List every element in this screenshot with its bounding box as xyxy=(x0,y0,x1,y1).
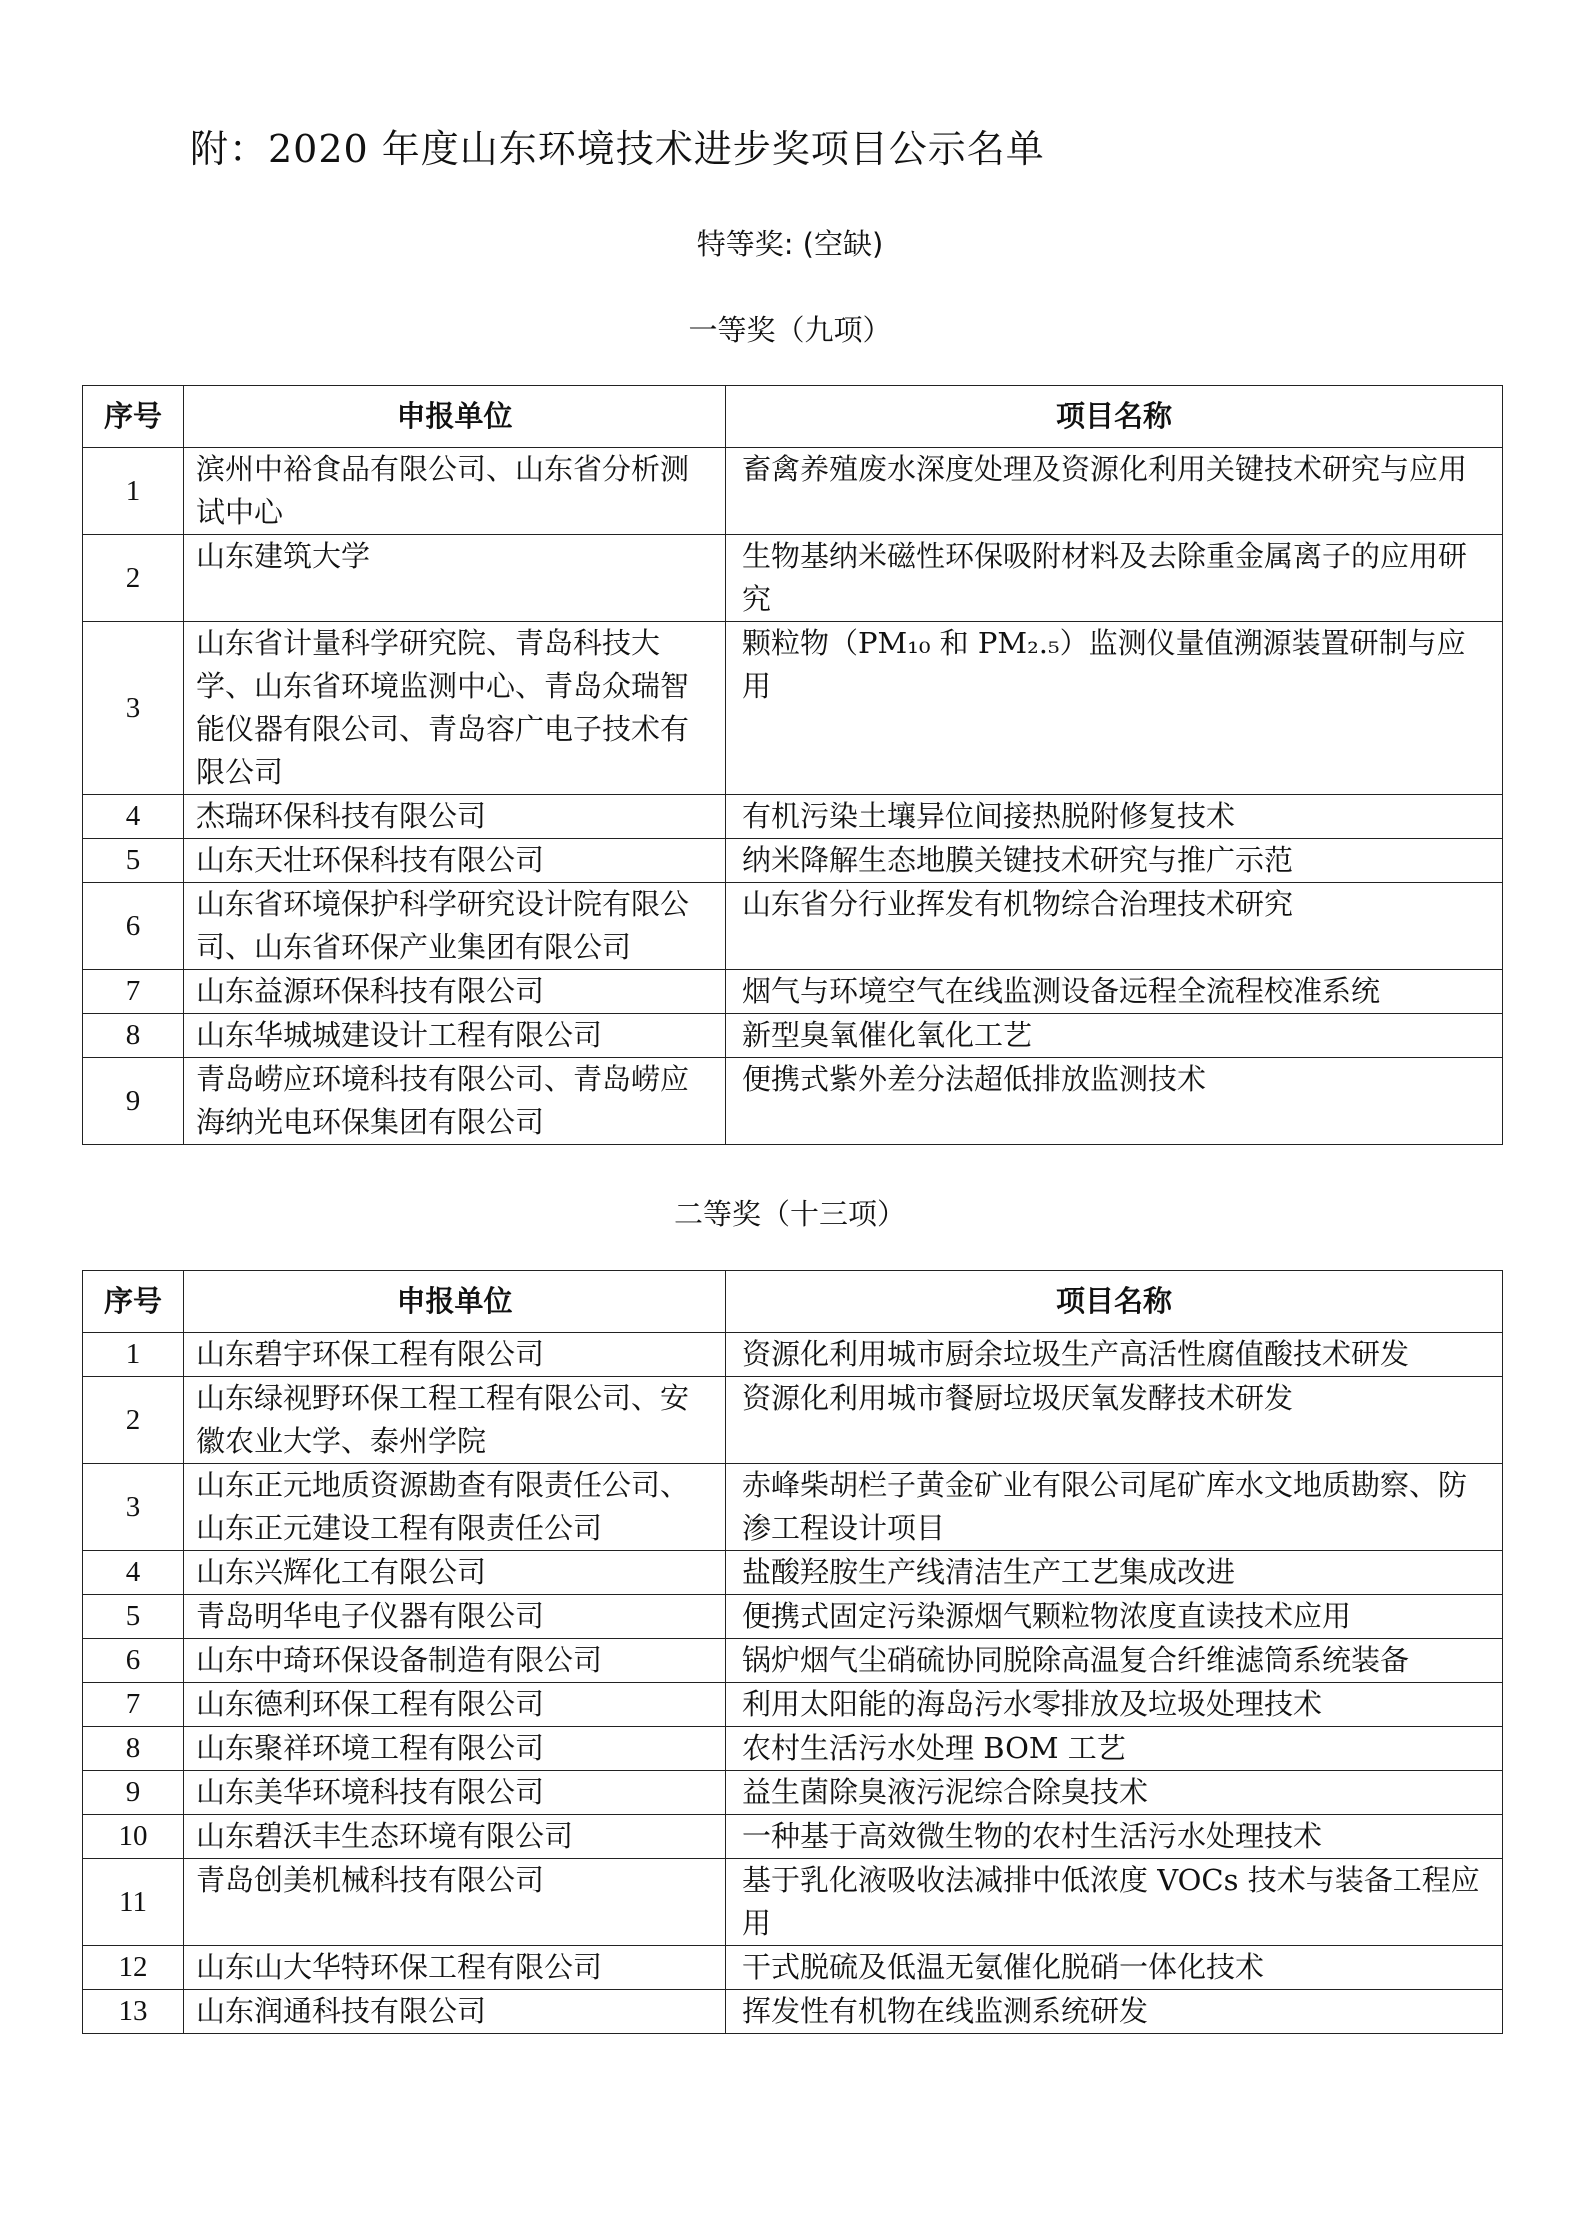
project-header: 项目名称 xyxy=(726,386,1503,448)
project-cell: 烟气与环境空气在线监测设备远程全流程校准系统 xyxy=(726,970,1503,1014)
table-row xyxy=(83,1727,1503,1771)
seq-cell: 4 xyxy=(83,795,184,839)
unit-cell: 杰瑞环保科技有限公司 xyxy=(184,795,726,839)
table-row xyxy=(83,1990,1503,2034)
first-award-table xyxy=(82,385,1503,1145)
table-row xyxy=(83,883,1503,970)
unit-cell: 山东德利环保工程有限公司 xyxy=(184,1683,726,1727)
table-row xyxy=(83,535,1503,622)
project-cell: 畜禽养殖废水深度处理及资源化利用关键技术研究与应用 xyxy=(726,448,1503,535)
seq-cell: 1 xyxy=(83,448,184,535)
seq-cell: 5 xyxy=(83,839,184,883)
project-cell: 便携式固定污染源烟气颗粒物浓度直读技术应用 xyxy=(726,1595,1503,1639)
project-cell: 新型臭氧催化氧化工艺 xyxy=(726,1014,1503,1058)
unit-cell: 青岛崂应环境科技有限公司、青岛崂应海纳光电环保集团有限公司 xyxy=(184,1058,726,1145)
unit-cell: 青岛明华电子仪器有限公司 xyxy=(184,1595,726,1639)
unit-cell: 滨州中裕食品有限公司、山东省分析测试中心 xyxy=(184,448,726,535)
project-cell: 盐酸羟胺生产线清洁生产工艺集成改进 xyxy=(726,1551,1503,1595)
project-cell: 便携式紫外差分法超低排放监测技术 xyxy=(726,1058,1503,1145)
project-cell: 基于乳化液吸收法减排中低浓度 VOCs 技术与装备工程应用 xyxy=(726,1859,1503,1946)
table-row xyxy=(83,448,1503,535)
table-row xyxy=(83,1464,1503,1551)
unit-cell: 山东益源环保科技有限公司 xyxy=(184,970,726,1014)
project-cell: 益生菌除臭液污泥综合除臭技术 xyxy=(726,1771,1503,1815)
table-header-row xyxy=(83,386,1503,448)
seq-cell: 6 xyxy=(83,883,184,970)
project-cell: 资源化利用城市餐厨垃圾厌氧发酵技术研发 xyxy=(726,1377,1503,1464)
unit-cell: 山东山大华特环保工程有限公司 xyxy=(184,1946,726,1990)
project-cell: 挥发性有机物在线监测系统研发 xyxy=(726,1990,1503,2034)
project-cell: 颗粒物（PM₁₀ 和 PM₂.₅）监测仪量值溯源装置研制与应用 xyxy=(726,622,1503,795)
table-header-row xyxy=(83,1271,1503,1333)
seq-cell: 2 xyxy=(83,1377,184,1464)
table-row xyxy=(83,1551,1503,1595)
unit-cell: 山东碧沃丰生态环境有限公司 xyxy=(184,1815,726,1859)
project-cell: 一种基于高效微生物的农村生活污水处理技术 xyxy=(726,1815,1503,1859)
project-cell: 农村生活污水处理 BOM 工艺 xyxy=(726,1727,1503,1771)
table-row xyxy=(83,1683,1503,1727)
seq-header: 序号 xyxy=(83,386,184,448)
unit-cell: 山东省环境保护科学研究设计院有限公司、山东省环保产业集团有限公司 xyxy=(184,883,726,970)
seq-cell: 7 xyxy=(83,1683,184,1727)
project-cell: 利用太阳能的海岛污水零排放及垃圾处理技术 xyxy=(726,1683,1503,1727)
table-row xyxy=(83,1815,1503,1859)
seq-cell: 12 xyxy=(83,1946,184,1990)
project-cell: 锅炉烟气尘硝硫协同脱除高温复合纤维滤筒系统装备 xyxy=(726,1639,1503,1683)
table-row xyxy=(83,795,1503,839)
second-award-heading: 二等奖（十三项） xyxy=(673,1197,906,1231)
seq-cell: 2 xyxy=(83,535,184,622)
unit-cell: 山东聚祥环境工程有限公司 xyxy=(184,1727,726,1771)
unit-cell: 山东正元地质资源勘查有限责任公司、山东正元建设工程有限责任公司 xyxy=(184,1464,726,1551)
table-row xyxy=(83,1377,1503,1464)
seq-cell: 1 xyxy=(83,1333,184,1377)
seq-cell: 6 xyxy=(83,1639,184,1683)
table-row xyxy=(83,1058,1503,1145)
special-award-heading: 特等奖: (空缺) xyxy=(696,227,884,261)
seq-header: 序号 xyxy=(83,1271,184,1333)
project-cell: 有机污染土壤异位间接热脱附修复技术 xyxy=(726,795,1503,839)
project-cell: 资源化利用城市厨余垃圾生产高活性腐值酸技术研发 xyxy=(726,1333,1503,1377)
project-cell: 山东省分行业挥发有机物综合治理技术研究 xyxy=(726,883,1503,970)
unit-cell: 山东省计量科学研究院、青岛科技大学、山东省环境监测中心、青岛众瑞智能仪器有限公司、青岛容广电子技术有限公司 xyxy=(184,622,726,795)
seq-cell: 10 xyxy=(83,1815,184,1859)
unit-cell: 山东天壮环保科技有限公司 xyxy=(184,839,726,883)
unit-cell: 山东碧宇环保工程有限公司 xyxy=(184,1333,726,1377)
table-row xyxy=(83,1014,1503,1058)
seq-cell: 4 xyxy=(83,1551,184,1595)
project-cell: 干式脱硫及低温无氨催化脱硝一体化技术 xyxy=(726,1946,1503,1990)
table-row xyxy=(83,1859,1503,1946)
unit-cell: 山东润通科技有限公司 xyxy=(184,1990,726,2034)
project-cell: 生物基纳米磁性环保吸附材料及去除重金属离子的应用研究 xyxy=(726,535,1503,622)
seq-cell: 13 xyxy=(83,1990,184,2034)
seq-cell: 7 xyxy=(83,970,184,1014)
seq-cell: 3 xyxy=(83,1464,184,1551)
unit-cell: 山东中琦环保设备制造有限公司 xyxy=(184,1639,726,1683)
unit-cell: 山东美华环境科技有限公司 xyxy=(184,1771,726,1815)
page-title: 附：2020 年度山东环境技术进步奖项目公示名单 xyxy=(190,127,1045,171)
table-row xyxy=(83,970,1503,1014)
table-row xyxy=(83,1333,1503,1377)
table-row xyxy=(83,839,1503,883)
project-cell: 赤峰柴胡栏子黄金矿业有限公司尾矿库水文地质勘察、防渗工程设计项目 xyxy=(726,1464,1503,1551)
table-row xyxy=(83,1639,1503,1683)
project-cell: 纳米降解生态地膜关键技术研究与推广示范 xyxy=(726,839,1503,883)
unit-cell: 山东华城城建设计工程有限公司 xyxy=(184,1014,726,1058)
seq-cell: 5 xyxy=(83,1595,184,1639)
unit-cell: 山东建筑大学 xyxy=(184,535,726,622)
seq-cell: 3 xyxy=(83,622,184,795)
unit-cell: 青岛创美机械科技有限公司 xyxy=(184,1859,726,1946)
seq-cell: 11 xyxy=(83,1859,184,1946)
table-row xyxy=(83,1595,1503,1639)
project-header: 项目名称 xyxy=(726,1271,1503,1333)
first-award-heading: 一等奖（九项） xyxy=(688,313,892,347)
seq-cell: 9 xyxy=(83,1058,184,1145)
unit-cell: 山东绿视野环保工程工程有限公司、安徽农业大学、泰州学院 xyxy=(184,1377,726,1464)
seq-cell: 9 xyxy=(83,1771,184,1815)
unit-cell: 山东兴辉化工有限公司 xyxy=(184,1551,726,1595)
unit-header: 申报单位 xyxy=(184,1271,726,1333)
table-row xyxy=(83,622,1503,795)
table-row xyxy=(83,1771,1503,1815)
second-award-table xyxy=(82,1270,1503,2034)
table-row xyxy=(83,1946,1503,1990)
seq-cell: 8 xyxy=(83,1727,184,1771)
seq-cell: 8 xyxy=(83,1014,184,1058)
unit-header: 申报单位 xyxy=(184,386,726,448)
